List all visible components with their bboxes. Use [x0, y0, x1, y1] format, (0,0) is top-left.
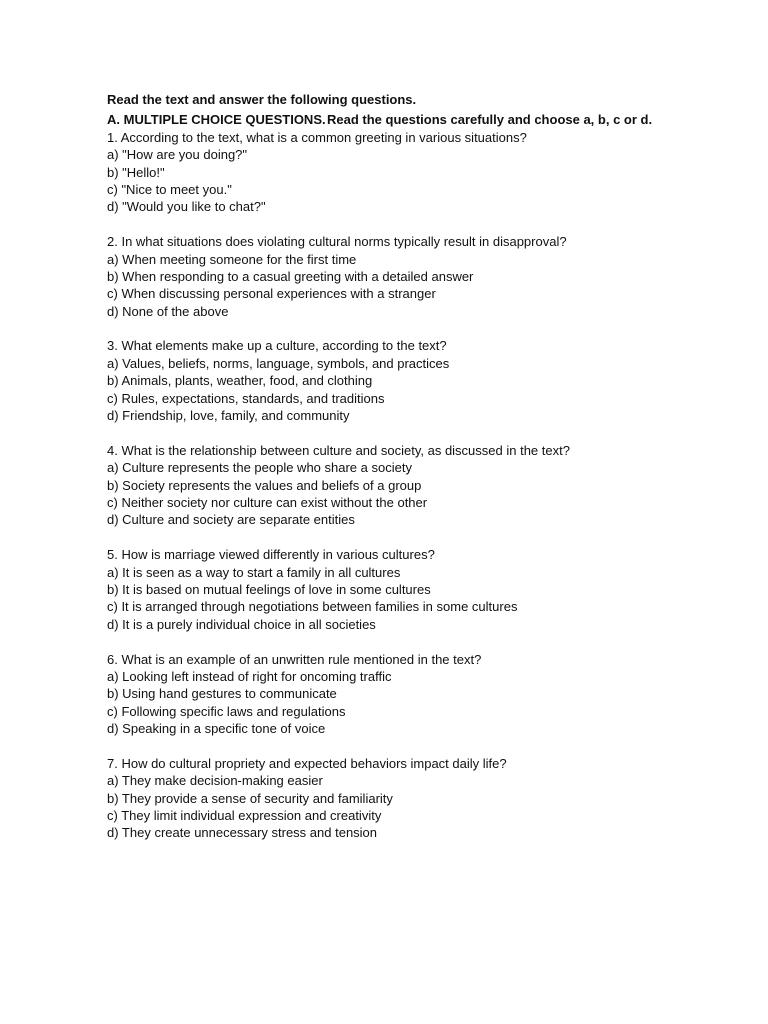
- section-heading: [107, 111, 727, 128]
- question-block-5: [107, 546, 727, 633]
- answer-option-d: d) Culture and society are separate entities: [107, 512, 355, 528]
- answer-option-a: a) Values, beliefs, norms, language, symbols, and practices: [107, 355, 450, 371]
- question-text: 6. What is an example of an unwritten rule mentioned in the text?: [107, 651, 482, 667]
- question-text: 1. According to the text, what is a common greeting in various situations?: [107, 129, 527, 145]
- answer-option-a: a) When meeting someone for the first time: [107, 251, 357, 267]
- question-block-4: [107, 442, 727, 529]
- answer-option-a: a) "How are you doing?": [107, 147, 248, 163]
- answer-option-b: b) "Hello!": [107, 164, 165, 180]
- answer-option-b: b) It is based on mutual feelings of love in some cultures: [107, 581, 431, 597]
- section-instruction: Read the questions carefully and choose a, b, c or d.: [327, 112, 653, 128]
- answer-option-d: d) Speaking in a specific tone of voice: [107, 721, 326, 737]
- answer-option-a: a) Looking left instead of right for oncoming traffic: [107, 668, 392, 684]
- question-text: 5. How is marriage viewed differently in various cultures?: [107, 547, 435, 563]
- answer-option-a: a) Culture represents the people who share a society: [107, 460, 412, 476]
- answer-option-c: c) It is arranged through negotiations between families in some cultures: [107, 599, 518, 615]
- answer-option-d: d) They create unnecessary stress and tension: [107, 825, 378, 841]
- answer-option-d: d) None of the above: [107, 303, 229, 319]
- answer-option-a: a) It is seen as a way to start a family in all cultures: [107, 564, 401, 580]
- document-content: [107, 91, 727, 859]
- answer-option-d: d) Friendship, love, family, and community: [107, 408, 350, 424]
- question-block-1: [107, 129, 727, 216]
- answer-option-b: b) Society represents the values and beliefs of a group: [107, 477, 422, 493]
- instructions-title: Read the text and answer the following questions.: [107, 92, 417, 107]
- answer-option-b: b) Animals, plants, weather, food, and clothing: [107, 373, 373, 389]
- answer-option-c: c) "Nice to meet you.": [107, 181, 232, 197]
- answer-option-d: d) It is a purely individual choice in all societies: [107, 616, 376, 632]
- section-label: A. MULTIPLE CHOICE QUESTIONS.: [107, 112, 326, 128]
- question-text: 3. What elements make up a culture, according to the text?: [107, 338, 447, 354]
- answer-option-c: c) Rules, expectations, standards, and traditions: [107, 390, 385, 406]
- answer-option-b: b) When responding to a casual greeting with a detailed answer: [107, 268, 474, 284]
- answer-option-c: c) Neither society nor culture can exist without the other: [107, 494, 428, 510]
- answer-option-b: b) They provide a sense of security and familiarity: [107, 790, 393, 806]
- question-text: 4. What is the relationship between culture and society, as discussed in the text?: [107, 442, 570, 458]
- answer-option-c: c) Following specific laws and regulations: [107, 703, 346, 719]
- question-block-6: [107, 651, 727, 738]
- question-block-3: [107, 337, 727, 424]
- answer-option-b: b) Using hand gestures to communicate: [107, 686, 337, 702]
- question-text: 2. In what situations does violating cultural norms typically result in disapproval?: [107, 234, 567, 250]
- answer-option-d: d) "Would you like to chat?": [107, 199, 266, 215]
- question-block-7: [107, 755, 727, 842]
- question-text: 7. How do cultural propriety and expected behaviors impact daily life?: [107, 755, 507, 771]
- answer-option-c: c) They limit individual expression and creativity: [107, 808, 382, 824]
- answer-option-a: a) They make decision-making easier: [107, 773, 323, 789]
- question-block-2: [107, 233, 727, 320]
- answer-option-c: c) When discussing personal experiences with a stranger: [107, 286, 436, 302]
